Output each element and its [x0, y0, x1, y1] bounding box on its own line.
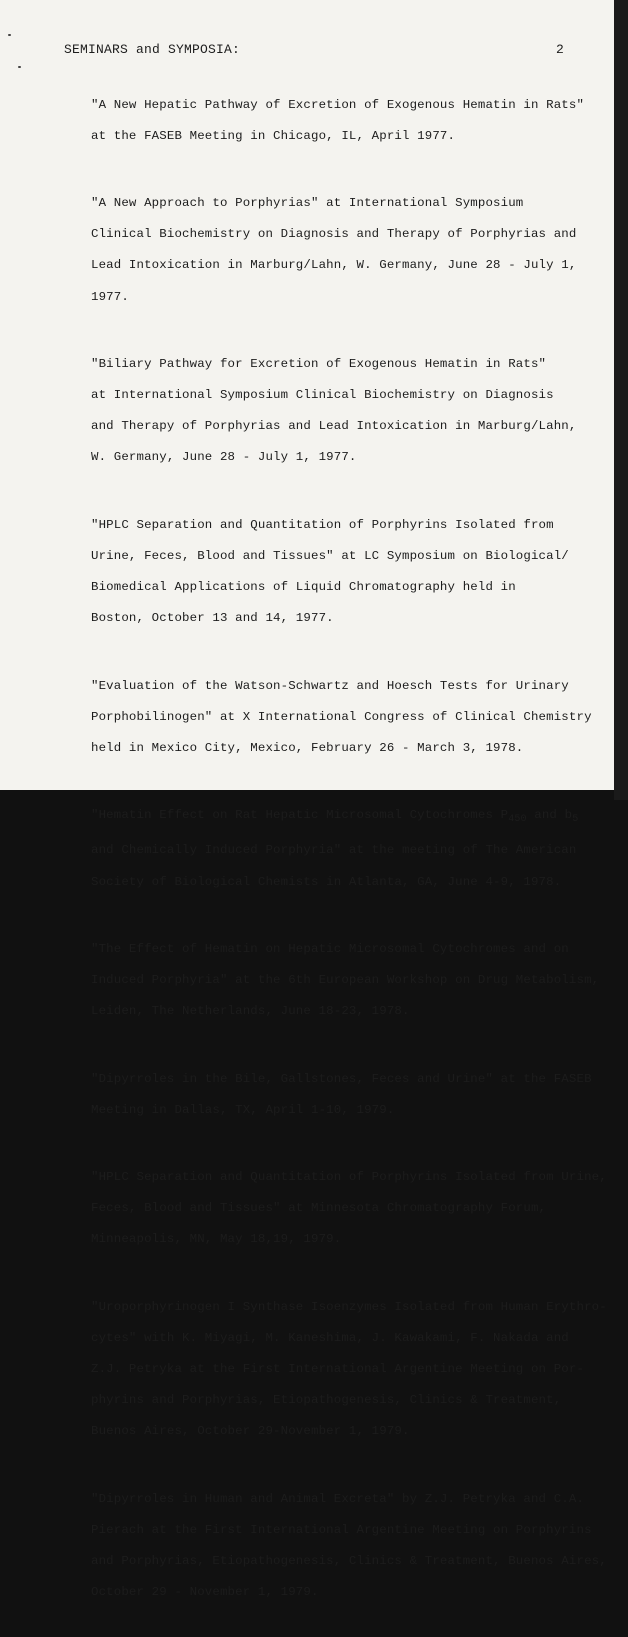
list-item — [91, 341, 601, 481]
list-item — [91, 663, 601, 772]
entry-line — [91, 808, 601, 828]
entry-line: Biomedical Applications of Liquid Chromatography held in — [91, 580, 516, 595]
subscript: 450 — [508, 814, 527, 826]
entry-line: Meeting in Dallas, TX, April 1-10, 1979. — [91, 1102, 395, 1117]
entry-line: Society of Biological Chemists in Atlanta, GA, June 4-9, 1978. — [91, 874, 562, 889]
entry-line: Pierach at the First International Argentine Meeting on Porphyrins — [91, 1522, 592, 1537]
list-item — [91, 793, 601, 906]
entry-line: "HPLC Separation and Quantitation of Porphyrins Isolated from — [91, 517, 554, 532]
entry-line: "A New Approach to Porphyrias" at International Symposium — [91, 196, 524, 211]
entry-line: October 29 - November 1, 1979. — [91, 1585, 319, 1600]
entry-line: "Dipyrroles in Human and Animal Excreta" by Z.J. Petryka and C.A. — [91, 1491, 585, 1506]
list-item — [91, 926, 601, 1035]
page-number: 2 — [555, 42, 564, 57]
list-item — [91, 82, 601, 160]
entry-line: "The Effect of Hematin on Hepatic Microsomal Cytochromes and on — [91, 941, 569, 956]
entry-line: and Chemically Induced Porphyria" at the meeting of The American — [91, 843, 577, 858]
entry-line: W. Germany, June 28 - July 1, 1977. — [91, 450, 357, 465]
page-header — [64, 42, 564, 57]
entry-line: Leiden, The Netherlands, June 18-23, 1978. — [91, 1004, 410, 1019]
entry-line: phyrins and Porphyrias, Etiopathogenesis, Clinics & Treatment, — [91, 1393, 562, 1408]
entry-line: cytes" with K. Miyagi, M. Kaneshima, J. Kawakami, F. Nakada and — [91, 1330, 569, 1345]
list-item — [91, 1284, 607, 1456]
entry-line: held in Mexico City, Mexico, February 26 - March 3, 1978. — [91, 740, 524, 755]
entry-line: and Therapy of Porphyrias and Lead Intoxication in Marburg/Lahn, — [91, 419, 577, 434]
entry-line: "A New Hepatic Pathway of Excretion of Exogenous Hematin in Rats" — [91, 97, 585, 112]
entry-line: Porphobilinogen" at X International Congress of Clinical Chemistry — [91, 709, 592, 724]
paper-speck — [18, 66, 21, 68]
list-item — [91, 1476, 607, 1616]
entry-line: Minneapolis, MN, May 18,19, 1979. — [91, 1232, 342, 1247]
entry-line: "Evaluation of the Watson-Schwartz and Hoesch Tests for Urinary — [91, 678, 569, 693]
entry-list — [91, 82, 607, 1637]
entry-line: at the FASEB Meeting in Chicago, IL, April 1977. — [91, 128, 456, 143]
entry-line: Z.J. Petryka at the First International Argentine Meeting on Por- — [91, 1362, 585, 1377]
list-item — [91, 502, 601, 642]
subscript: 5 — [572, 814, 579, 826]
entry-line: Boston, October 13 and 14, 1977. — [91, 611, 334, 626]
entry-line: Buenos Aires, October 29-November 1, 1979. — [91, 1424, 410, 1439]
list-item — [91, 180, 601, 320]
entry-text: "Hematin Effect on Rat Hepatic Microsomal Cytochromes P — [91, 808, 509, 823]
scan-border — [614, 0, 628, 800]
entry-line: "Dipyrroles in the Bile, Gallstones, Feces and Urine" at the FASEB — [91, 1071, 592, 1086]
entry-line: and Porphyrias, Etiopathogenesis, Clinics & Treatment, Buenos Aires, — [91, 1554, 607, 1569]
section-title: SEMINARS and SYMPOSIA: — [64, 42, 241, 57]
list-item — [91, 1154, 607, 1263]
entry-line: at International Symposium Clinical Biochemistry on Diagnosis — [91, 388, 554, 403]
entry-line: Lead Intoxication in Marburg/Lahn, W. Germany, June 28 - July 1, — [91, 258, 577, 273]
entry-line: Urine, Feces, Blood and Tissues" at LC Symposium on Biological/ — [91, 548, 569, 563]
entry-line: 1977. — [91, 289, 129, 304]
paper-speck — [8, 34, 11, 36]
entry-line: "Uroporphyrinogen I Synthase Isoenzymes Isolated from Human Erythro- — [91, 1299, 607, 1314]
entry-text: and b — [526, 808, 573, 823]
entry-line: "HPLC Separation and Quantitation of Porphyrins Isolated from Urine, — [91, 1170, 607, 1185]
entry-line: Induced Porphyria" at the 6th European Workshop on Drug Metabolism, — [91, 973, 600, 988]
entry-line: "Biliary Pathway for Excretion of Exogenous Hematin in Rats" — [91, 356, 547, 371]
entry-line: Feces, Blood and Tissues" at Minnesota Chromatography Forum, — [91, 1201, 547, 1216]
list-item — [91, 1056, 601, 1134]
entry-line: Clinical Biochemistry on Diagnosis and Therapy of Porphyrias and — [91, 227, 577, 242]
